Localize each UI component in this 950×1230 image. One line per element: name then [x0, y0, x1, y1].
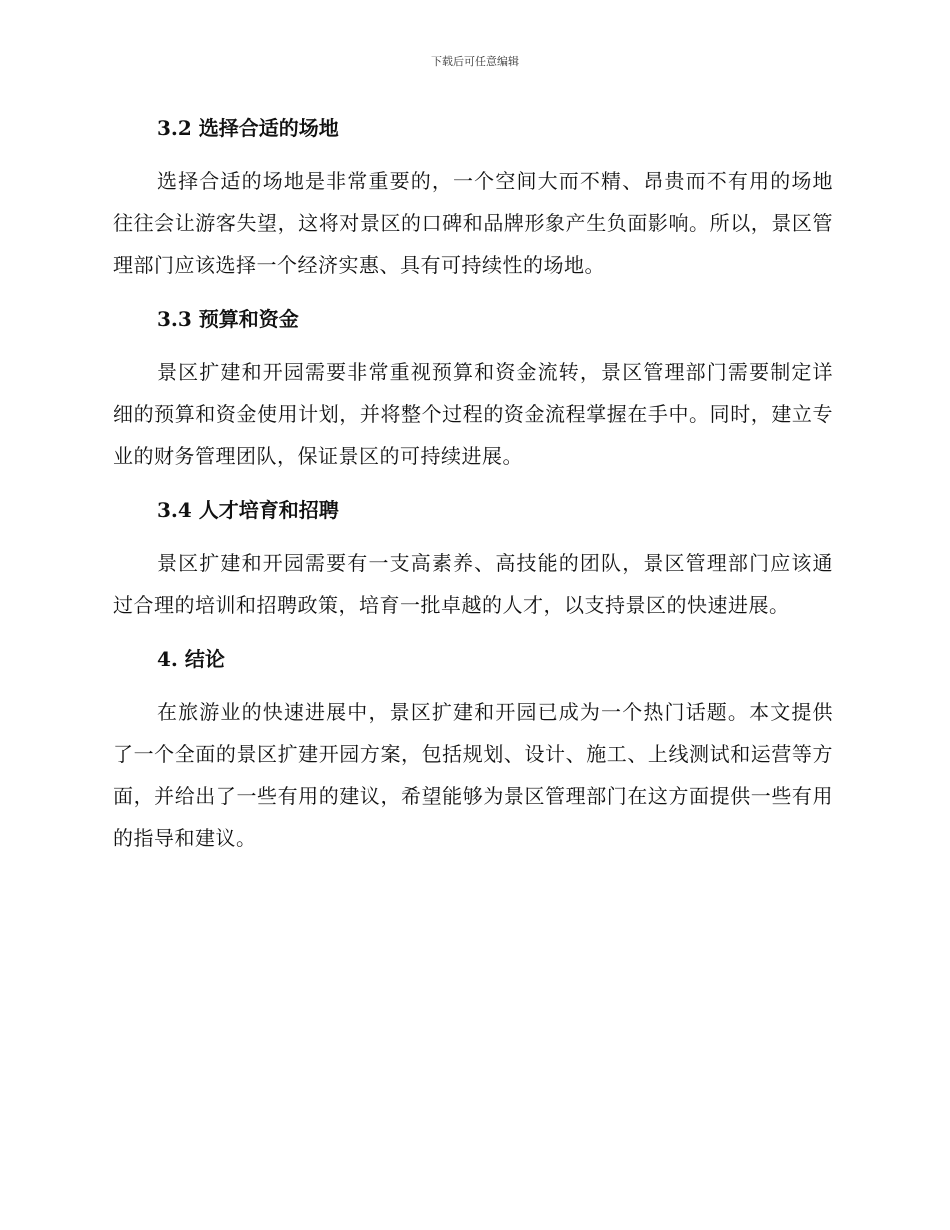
section-heading: 3.2 选择合适的场地 — [157, 116, 339, 140]
section-conclusion — [113, 639, 833, 859]
section-heading: 4. 结论 — [157, 647, 225, 671]
document-body — [113, 108, 833, 859]
section-paragraph: 选择合适的场地是非常重要的，一个空间大而不精、昂贵而不有用的场地往往会让游客失望，这将对景区的口碑和品牌形象产生负面影响。所以，景区管理部门应该选择一个经济实惠、具有可持续性的场地。 — [113, 169, 833, 277]
section-talent — [113, 490, 833, 639]
section-paragraph: 景区扩建和开园需要非常重视预算和资金流转，景区管理部门需要制定详细的预算和资金使用计划，并将整个过程的资金流程掌握在手中。同时，建立专业的财务管理团队，保证景区的可持续进展。 — [113, 360, 833, 468]
section-site-selection — [113, 108, 833, 299]
section-heading: 3.4 人才培育和招聘 — [157, 498, 339, 522]
section-budget — [113, 299, 833, 490]
section-heading: 3.3 预算和资金 — [157, 307, 299, 331]
header-note: 下载后可任意编辑 — [431, 55, 519, 68]
section-paragraph: 在旅游业的快速进展中，景区扩建和开园已成为一个热门话题。本文提供了一个全面的景区扩建开园方案，包括规划、设计、施工、上线测试和运营等方面，并给出了一些有用的建议，希望能够为景区管理部门在这方面提供一些有用的指导和建议。 — [113, 700, 833, 850]
section-paragraph: 景区扩建和开园需要有一支高素养、高技能的团队，景区管理部门应该通过合理的培训和招聘政策，培育一批卓越的人才，以支持景区的快速进展。 — [113, 551, 833, 617]
